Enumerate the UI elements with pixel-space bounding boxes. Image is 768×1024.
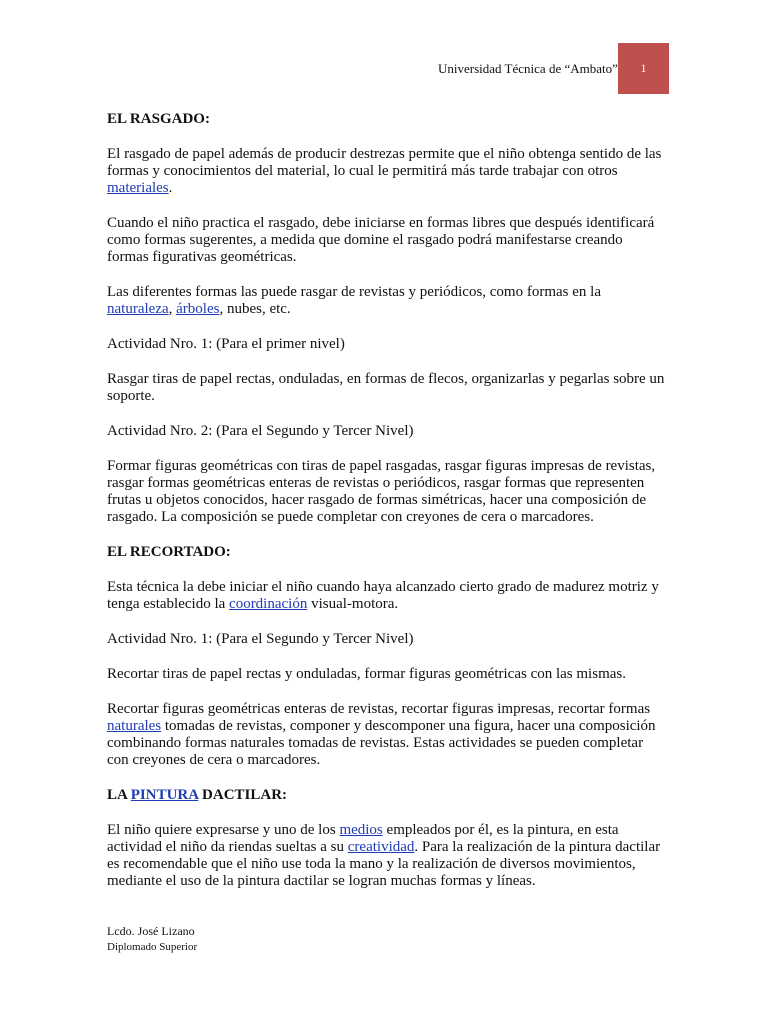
- page-footer: [107, 923, 197, 955]
- section-heading-pintura: LA PINTURA DACTILAR:: [107, 787, 288, 803]
- paragraph: Formar figuras geométricas con tiras de papel rasgadas, rasgar figuras impresas de revistas, rasgar formas geométricas enteras de revistas o periódicos, rasgar formas que representen frutas u objetos conocidos, hacer rasgado de formas simétricas, hacer una composición de rasgado. La composición se puede completar con creyones de cera o marcadores.: [107, 458, 656, 525]
- paragraph: Rasgar tiras de papel rectas, onduladas, en formas de flecos, organizarlas y pegarlas sobre un soporte.: [107, 371, 665, 404]
- activity-title: Actividad Nro. 1: (Para el primer nivel): [107, 336, 345, 352]
- link-naturaleza[interactable]: naturaleza: [107, 301, 169, 317]
- page-number: 1: [640, 61, 647, 75]
- footer-author: Lcdo. José Lizano: [107, 924, 195, 938]
- header-institution: Universidad Técnica de “Ambato”: [438, 61, 618, 76]
- paragraph: El rasgado de papel además de producir destrezas permite que el niño obtenga sentido de las formas y conocimientos del material, lo cual le permitirá más tarde trabajar con otros materiales.: [107, 146, 662, 196]
- link-creatividad[interactable]: creatividad: [347, 839, 415, 855]
- document-body: [107, 111, 667, 908]
- paragraph: Recortar tiras de papel rectas y onduladas, formar figuras geométricas con las mismas.: [107, 666, 626, 682]
- page-number-badge: [618, 43, 669, 94]
- link-naturales[interactable]: naturales: [107, 718, 162, 734]
- link-coordinacion[interactable]: coordinación: [229, 596, 308, 612]
- footer-program: Diplomado Superior: [107, 941, 198, 953]
- paragraph: Esta técnica la debe iniciar el niño cuando haya alcanzado cierto grado de madurez motriz y tenga establecido la coordinación visual-motora.: [107, 579, 659, 612]
- activity-title: Actividad Nro. 2: (Para el Segundo y Tercer Nivel): [107, 423, 414, 439]
- paragraph: El niño quiere expresarse y uno de los medios empleados por él, es la pintura, en esta actividad el niño da riendas sueltas a su creatividad. Para la realización de la pintura dactilar es recomendable que el niño use toda la mano y la realización de diversos movimientos, mediante el uso de la pintura dactilar se logran muchas formas y líneas.: [107, 822, 661, 889]
- section-heading-rasgado: EL RASGADO:: [107, 111, 210, 127]
- link-materiales[interactable]: materiales: [107, 180, 169, 196]
- link-arboles[interactable]: árboles: [176, 301, 220, 317]
- section-heading-recortado: EL RECORTADO:: [107, 544, 231, 560]
- paragraph: Cuando el niño practica el rasgado, debe iniciarse en formas libres que después identificará como formas sugerentes, a medida que domine el rasgado podrá manifestarse creando formas figurativas geométricas.: [107, 215, 655, 265]
- link-pintura[interactable]: PINTURA: [130, 787, 199, 803]
- paragraph: Recortar figuras geométricas enteras de revistas, recortar figuras impresas, recortar formas naturales tomadas de revistas, componer y descomponer una figura, hacer una composición combinando formas naturales tomadas de revistas. Estas actividades se pueden completar con creyones de cera o marcadores.: [107, 701, 656, 768]
- paragraph: Las diferentes formas las puede rasgar de revistas y periódicos, como formas en la naturaleza, árboles, nubes, etc.: [107, 284, 601, 317]
- link-medios[interactable]: medios: [339, 822, 383, 838]
- activity-title: Actividad Nro. 1: (Para el Segundo y Tercer Nivel): [107, 631, 414, 647]
